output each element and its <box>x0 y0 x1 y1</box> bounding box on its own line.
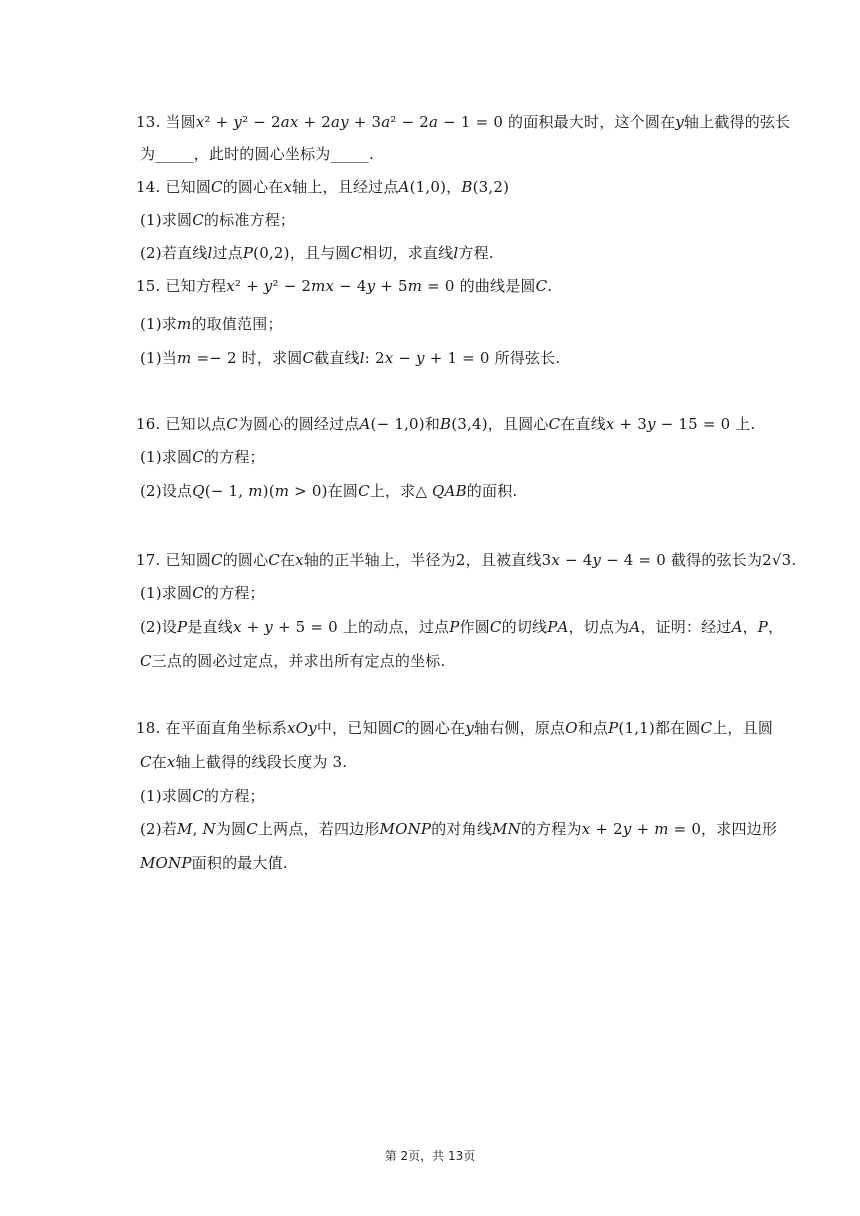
problem-17-line-4: 𝐶三点的圆必过定点，并求出所有定点的坐标. <box>140 652 446 670</box>
problem-18-line-5: 𝑀𝑂𝑁𝑃面积的最大值. <box>140 854 288 872</box>
problem-17-line-2: (1)求圆𝐶的方程； <box>140 584 265 602</box>
problem-16-line-3: (2)设点𝑄(− 1, 𝑚)(𝑚 > 0)在圆𝐶上，求△ 𝑄𝐴𝐵的面积. <box>140 482 518 500</box>
problem-18-line-4: (2)若𝑀, 𝑁为圆𝐶上两点，若四边形𝑀𝑂𝑁𝑃的对角线𝑀𝑁的方程为𝑥 + 2𝑦 + 𝑚 = 0，求四边形 <box>140 820 778 838</box>
problem-17-line-1: 17. 已知圆𝐶的圆心𝐶在𝑥轴的正半轴上，半径为2，且被直线3𝑥 − 4𝑦 − 4 = 0 截得的弦长为2√3. <box>136 551 797 569</box>
problem-15-line-2: (1)求𝑚的取值范围； <box>140 315 283 333</box>
problem-18-line-1: 18. 在平面直角坐标系𝑥𝑂𝑦中，已知圆𝐶的圆心在𝑦轴右侧，原点𝑂和点𝑃(1,1)都在圆𝐶上，且圆 <box>136 719 774 737</box>
problem-16-line-1: 16. 已知以点𝐶为圆心的圆经过点𝐴(− 1,0)和𝐵(3,4)，且圆心𝐶在直线𝑥 + 3𝑦 − 15 = 0 上. <box>136 415 756 433</box>
problem-18-line-2: 𝐶在𝑥轴上截得的线段长度为 3. <box>140 753 348 771</box>
problem-14-line-2: (1)求圆𝐶的标准方程； <box>140 211 296 229</box>
problem-15-line-1: 15. 已知方程𝑥² + 𝑦² − 2𝑚𝑥 − 4𝑦 + 5𝑚 = 0 的曲线是圆𝐶. <box>136 277 553 295</box>
problem-16-line-2: (1)求圆𝐶的方程； <box>140 448 265 466</box>
problem-13-line-2: 为_____，此时的圆心坐标为_____. <box>140 145 374 163</box>
page-footer: 第 2页，共 13页 <box>384 1149 476 1163</box>
problem-15-line-3: (1)当𝑚 =− 2 时，求圆𝐶截直线𝑙: 2𝑥 − 𝑦 + 1 = 0 所得弦长. <box>140 349 561 367</box>
problem-14-line-3: (2)若直线𝑙过点𝑃(0,2)，且与圆𝐶相切，求直线𝑙方程. <box>140 244 494 262</box>
problem-17-line-3: (2)设𝑃是直线𝑥 + 𝑦 + 5 = 0 上的动点，过点𝑃作圆𝐶的切线𝑃𝐴，切点为𝐴，证明：经过𝐴，𝑃， <box>140 618 784 636</box>
problem-14-line-1: 14. 已知圆𝐶的圆心在𝑥轴上，且经过点𝐴(1,0)，𝐵(3,2) <box>136 178 510 196</box>
problem-13-line-1: 13. 当圆𝑥² + 𝑦² − 2𝑎𝑥 + 2𝑎𝑦 + 3𝑎² − 2𝑎 − 1 = 0 的面积最大时，这个圆在𝑦轴上截得的弦长 <box>136 113 791 131</box>
problem-18-line-3: (1)求圆𝐶的方程； <box>140 787 265 805</box>
